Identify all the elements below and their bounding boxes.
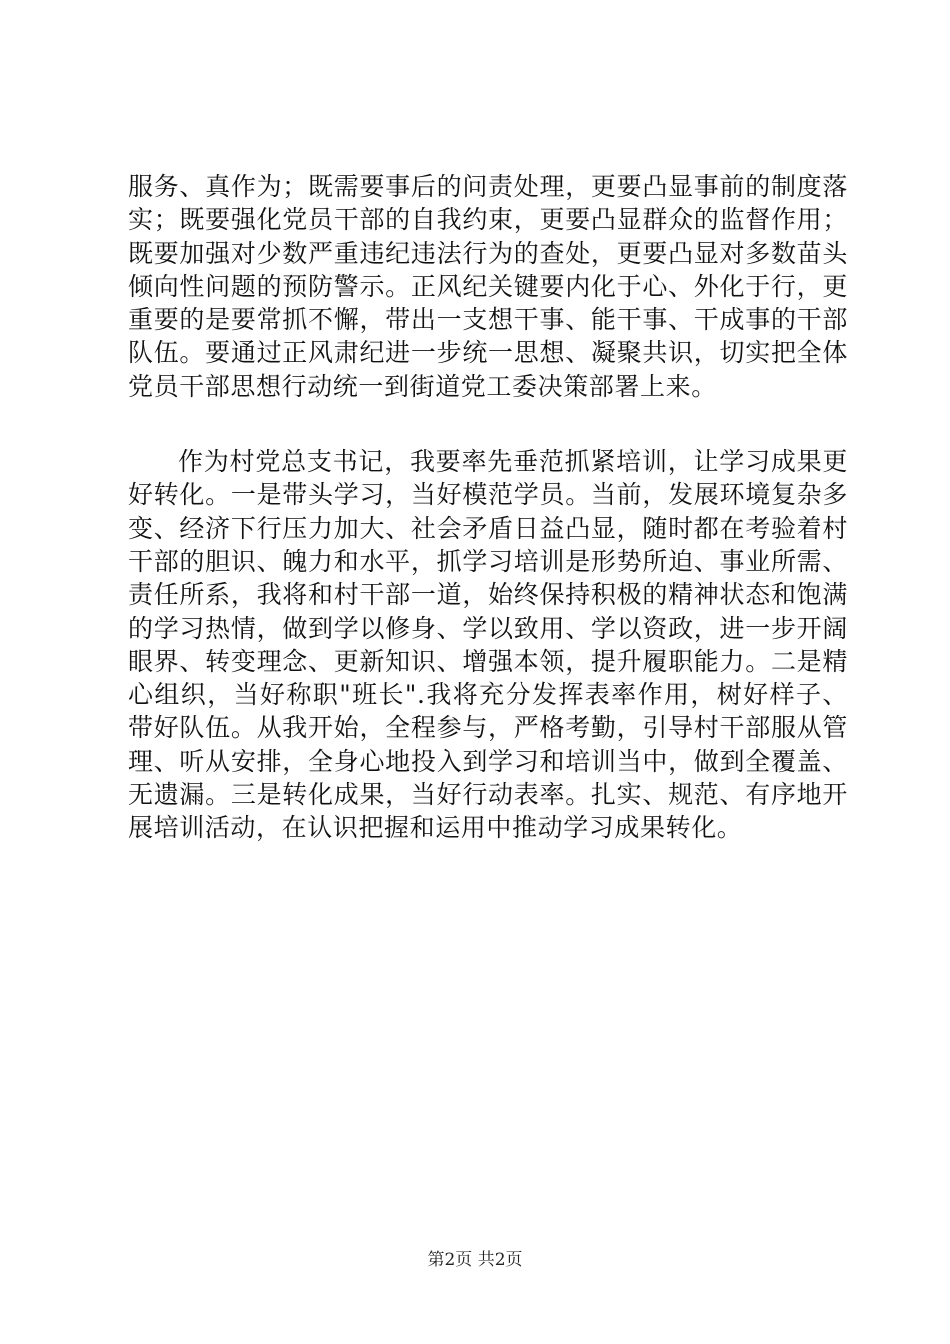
document-body xyxy=(128,170,848,845)
paragraph-training-commitment: 作为村党总支书记，我要率先垂范抓紧培训，让学习成果更好转化。一是带头学习，当好模范学员。当前，发展环境复杂多变、经济下行压力加大、社会矛盾日益凸显，随时都在考验着村干部的胆识、魄力和水平，抓学习培训是形势所迫、事业所需、责任所系，我将和村干部一道，始终保持积极的精神状态和饱满的学习热情，做到学以修身、学以致用、学以资政，进一步开阔眼界、转变理念、更新知识、增强本领，提升履职能力。二是精心组织，当好称职"班长".我将充分发挥表率作用，树好样子、带好队伍。从我开始，全程参与，严格考勤，引导村干部服从管理、听从安排，全身心地投入到学习和培训当中，做到全覆盖、无遗漏。三是转化成果，当好行动表率。扎实、规范、有序地开展培训活动，在认识把握和运用中推动学习成果转化。 xyxy=(128,447,848,843)
paragraph-continued: 服务、真作为；既需要事后的问责处理，更要凸显事前的制度落实；既要强化党员干部的自我约束，更要凸显群众的监督作用；既要加强对少数严重违纪违法行为的查处，更要凸显对多数苗头倾向性问题的预防警示。正风纪关键要内化于心、外化于行，更重要的是要常抓不懈，带出一支想干事、能干事、干成事的干部队伍。要通过正风肃纪进一步统一思想、凝聚共识，切实把全体党员干部思想行动统一到街道党工委决策部署上来。 xyxy=(128,172,848,401)
page-footer: 第2页 共2页 xyxy=(427,1250,523,1270)
